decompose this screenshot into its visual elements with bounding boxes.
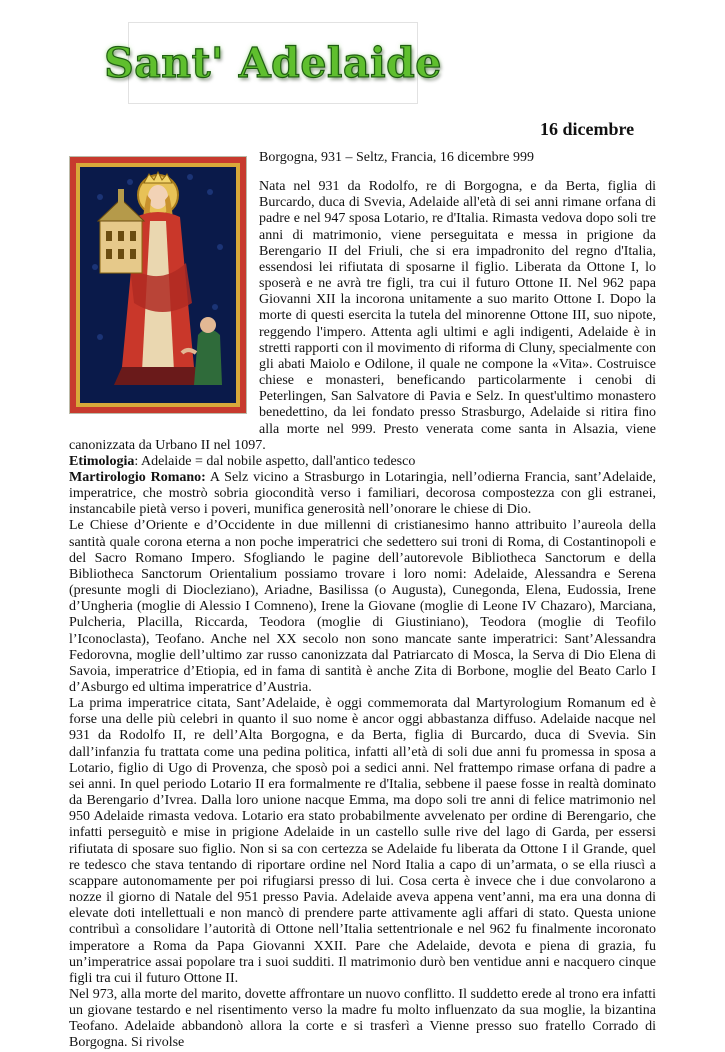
- document-body: [69, 150, 656, 1052]
- birth-death-place: Borgogna, 931 – Seltz, Francia, 16 dicembre 999: [259, 150, 535, 165]
- etymology-label: Etimologia: [69, 453, 135, 469]
- paragraph-widowhood: Nel 973, alla morte del marito, dovette affrontare un nuovo conflitto. Il suddetto erede al trono era infatti un giovane testardo e nel risentimento verso la madre fu molto influenzato da sua moglie, la bizantina Teofano. Adelaide abbandonò allora la corte e si trasferì a Vienne presso suo fratello Corrado di Borgogna. Si rivolse: [69, 986, 656, 1051]
- etymology-text: : Adelaide = dal nobile aspetto, dall'antico tedesco: [134, 453, 416, 469]
- paragraph-life: La prima imperatrice citata, Sant’Adelaide, è oggi commemorata dal Martyrologium Romanum ed è forse una delle più celebri in quanto il suo nome è ancor oggi abbastanza diffuso. Adelaide nacque nel 931 da Rodolfo II, re dell’Alta Borgogna, e da Berta, figlia di Burcardo, duca di Svevia. Sin dall’infanzia fu trattata come una pedina politica, infatti all’età di soli due anni fu promessa in sposa a Lotario, figlio di Ugo di Provenza, che sposò poi a sedici anni. Nel frattempo rimase orfana di padre a sei anni. In quel periodo Lotario II era formalmente re d'Italia, sebbene il paese fosse in realtà dominato da Berengario d’Ivrea. Dalla loro unione nacque Emma, ma dopo soli tre anni di felice matrimonio nel 950 Adelaide rimasta vedova. Lotario era stato probabilmente avvelenato per ordine di Berengario, che infatti perseguitò e mise in prigione Adelaide in un castello sulle rive del lago di Garda, per essersi rifiutata di sposare suo figlio. Non si sa con certezza se Adelaide fu liberata da Ottone I il Grande, quel re tedesco che stava tentando di riportare ordine nel Nord Italia a capo di un’armata, o se ella riuscì a scappare autonomamente per poi rifugiarsi presso di lui. Cosa certa è invece che i due convolarono a nozze il giorno di Natale del 951 presso Pavia. Adelaide aveva appena vent’anni, ma era una donna di elevate doti intellettuali e non mancò di prendere parte attivamente agli affari di stato. Questa unione contribuì a consolidare l’autorità di Ottone nell’Italia settentrionale e nel 962 fu finalmente incoronato imperatore a Roma da Papa Giovanni XXII. Pare che Adelaide, devota e piena di grazia, fu un’imperatrice assai popolare tra i suoi sudditi. Il matrimonio durò ben ventidue anni e nacquero cinque figli tra cui il futuro Ottone II.: [69, 696, 656, 986]
- icon-spacer: [69, 150, 259, 430]
- feast-date: 16 dicembre: [540, 119, 635, 139]
- title-banner: [104, 22, 442, 104]
- biography-summary: Nata nel 931 da Rodolfo, re di Borgogna, e da Berta, figlia di Burcardo, duca di Svevia, Adelaide all'età di sei anni rimane orfana di padre e nel 947 sposa Lotario, re d'Italia. Rimasta vedova dopo soli tre anni di matrimonio, viene perseguitata e messa in prigione da Berengario II del Friuli, che si era impadronito del regno d'Italia, essendosi lei rifiutata di sposarne il figlio. Liberata da Ottone I, lo sposerà e ne avrà tre figli, tra cui il futuro Ottone II. Nel 962 papa Giovanni XII la incorona unitamente a suo marito Ottone I. Dopo la morte di questi esercita la tutela del minorenne Ottone III, suo nipote, reggendo l'impero. Attenta agli ultimi e agli indigenti, Adelaide è in stretti rapporti con il movimento di riforma di Cluny, specialmente con gli abati Maiolo e Odilone, il quale ne compone la «Vita». Costruisce chiese e monasteri, beneficando particolarmente i cenobi di Peterlingen, San Salvatore di Pavia e Selz. In quest'ultimo monastero benedettino, da lei fondato presso Strasburgo, Adelaide si ritira fino alla morte nel 999. Presto venerata come santa in Alsazia, viene canonizzata da Urbano II nel 1097.: [69, 179, 656, 453]
- martyrology-label: Martirologio Romano:: [69, 469, 206, 485]
- martyrology: [69, 470, 656, 518]
- etymology: [69, 454, 656, 470]
- paragraph-empresses: Le Chiese d’Oriente e d’Occidente in due millenni di cristianesimo hanno attribuito l’aureola della santità quale corona eterna a non poche imperatrici che sedettero sui troni di Roma, di Costantinopoli e del Sacro Romano Impero. Sfogliando le pagine dell’autorevole Bibliotheca Sanctorum e della Bibliotheca Sanctorum Orientalium possiamo trovare i loro nomi: Adelaide, Alessandra e Serena (presunte mogli di Diocleziano), Ariadne, Basilissa (o Augusta), Cunegonda, Elena, Eudossia, Irene d’Ungheria (moglie di Alessio I Comneno), Irene la Giovane (moglie di Leone IV Chazaro), Marciana, Pulcheria, Placilla, Riccarda, Teodora (moglie di Giustiniano), Teodora (moglie di Teofilo l’Iconoclasta), Teofano. Anche nel XX secolo non sono mancate sante imperatrici: Sant’Alessandra Fedorovna, moglie dell’ultimo zar russo canonizzata dal Patriarcato di Mosca, la Serva di Dio Elena di Savoia, imperatrice d’Etiopia, ed in fama di santità è anche Zita di Borbone, moglie del Beato Carlo I d’Asburgo ed ultima imperatrice d’Austria.: [69, 518, 656, 695]
- page-title: Sant' Adelaide: [104, 39, 442, 87]
- martyrology-text: A Selz vicino a Strasburgo in Lotaringia, nell’odierna Francia, sant’Adelaide, imperatrice, che mostrò sobria giocondità verso i familiari, decorosa compostezza con gli estranei, instancabile pietà verso i poveri, munifica generosità nell’onorare le chiese di Dio.: [69, 469, 656, 518]
